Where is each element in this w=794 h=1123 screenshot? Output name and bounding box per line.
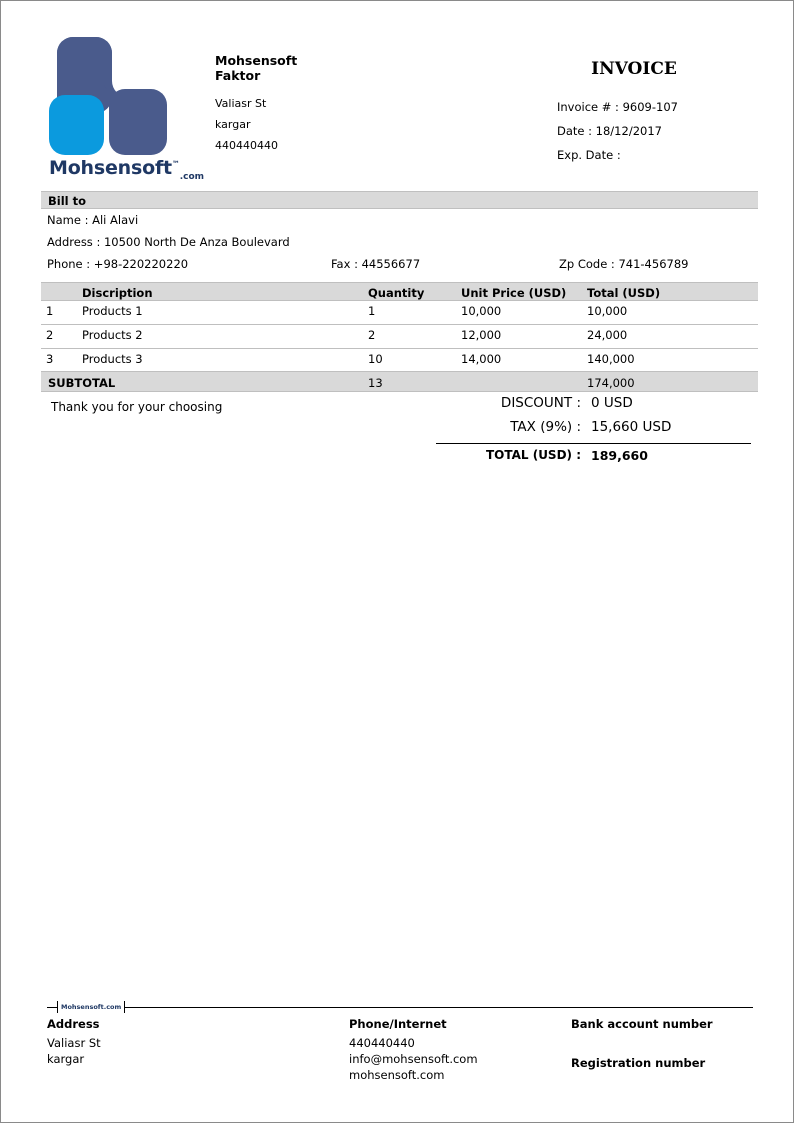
table-row: [41, 325, 758, 349]
footer-contact-column: [349, 1017, 559, 1083]
footer-contact-website[interactable]: mohsensoft.com: [349, 1068, 445, 1082]
discount-row: [436, 395, 756, 419]
invoice-title: INVOICE: [591, 59, 677, 79]
bill-to-label: Bill to: [48, 194, 86, 208]
invoice-number: Invoice # : 9609-107: [557, 100, 678, 114]
bill-to-name-row: [47, 213, 759, 235]
discount-label: DISCOUNT :: [500, 395, 581, 411]
seller-name-line-1: Mohsensoft: [215, 53, 298, 68]
footer-contact-email[interactable]: info@mohsensoft.com: [349, 1052, 478, 1066]
totals-divider: [436, 443, 751, 444]
trademark-symbol: ™: [171, 159, 180, 169]
header-total: Total (USD): [587, 286, 661, 300]
row-total: 140,000: [587, 352, 635, 366]
tax-value: 15,660 USD: [591, 419, 672, 435]
grand-total-label: TOTAL (USD) :: [485, 448, 581, 462]
bill-to-address-row: [47, 235, 759, 257]
invoice-footer: [1, 1001, 794, 1123]
row-unit-price: 12,000: [461, 328, 502, 342]
footer-contact-phone: 440440440: [349, 1036, 415, 1050]
footer-address-line-1: Valiasr St: [47, 1036, 101, 1050]
row-unit-price: 10,000: [461, 304, 502, 318]
totals-block: [436, 395, 756, 472]
discount-value: 0 USD: [591, 395, 633, 411]
items-table-header: [41, 282, 758, 301]
bill-to-address: Address : 10500 North De Anza Boulevard: [47, 235, 290, 249]
invoice-exp-date: Exp. Date :: [557, 148, 621, 162]
row-total: 24,000: [587, 328, 628, 342]
bill-to-phone: Phone : +98-220220220: [47, 257, 189, 271]
brand-domain-suffix: .com: [179, 171, 205, 182]
tax-label: TAX (9%) :: [510, 419, 581, 435]
header-description: Discription: [82, 286, 153, 300]
subtotal-label: SUBTOTAL: [48, 376, 116, 390]
footer-divider-line: [47, 1007, 753, 1008]
thank-you-note: Thank you for your choosing: [51, 400, 223, 414]
subtotal-total: 174,000: [587, 376, 635, 390]
brand-wordmark-text: Mohsensoft: [49, 157, 172, 179]
seller-phone: 440440440: [215, 139, 278, 152]
invoice-meta-block: [521, 59, 771, 167]
bill-to-name: Name : Ali Alavi: [47, 213, 139, 227]
brand-wordmark: [49, 157, 204, 182]
row-description: Products 1: [82, 304, 143, 318]
footer-contact-heading: Phone/Internet: [349, 1017, 447, 1031]
subtotal-row: [41, 371, 758, 392]
seller-address-line-1: Valiasr St: [215, 97, 267, 110]
table-row: [41, 301, 758, 325]
footer-bank-spacer: [571, 1035, 771, 1056]
invoice-date: Date : 18/12/2017: [557, 124, 662, 138]
header-unit-price: Unit Price (USD): [461, 286, 567, 300]
seller-name-line-2: Faktor: [215, 68, 261, 83]
footer-bank-account-heading: Bank account number: [571, 1017, 713, 1031]
brand-logo-block: [49, 37, 205, 187]
grand-total-value: 189,660: [591, 448, 648, 463]
row-quantity: 10: [368, 352, 383, 366]
tax-row: [436, 419, 756, 443]
row-quantity: 1: [368, 304, 376, 318]
header-quantity: Quantity: [368, 286, 425, 300]
bill-to-details: [47, 213, 759, 279]
row-number: 2: [46, 328, 54, 342]
mohsensoft-logo-icon: [49, 37, 169, 155]
seller-info-block: [215, 53, 435, 156]
table-row: [41, 349, 758, 372]
row-description: Products 3: [82, 352, 143, 366]
row-number: 1: [46, 304, 54, 318]
footer-address-line-2: kargar: [47, 1052, 85, 1066]
footer-bank-column: [571, 1017, 771, 1074]
row-quantity: 2: [368, 328, 376, 342]
row-unit-price: 14,000: [461, 352, 502, 366]
items-table-body: [41, 301, 758, 372]
bill-to-fax: Fax : 44556677: [331, 257, 421, 271]
bill-to-contact-row: [47, 257, 759, 279]
seller-address-line-2: kargar: [215, 118, 251, 131]
invoice-header: [1, 1, 794, 189]
footer-address-column: [47, 1017, 337, 1067]
seller-name: [215, 53, 435, 83]
footer-divider-tag: Mohsensoft.com: [57, 1001, 125, 1013]
row-total: 10,000: [587, 304, 628, 318]
subtotal-quantity: 13: [368, 376, 383, 390]
bill-to-zip-code: Zp Code : 741-456789: [559, 257, 689, 271]
footer-registration-heading: Registration number: [571, 1056, 706, 1070]
grand-total-row: [436, 448, 756, 472]
bill-to-band: [41, 191, 758, 209]
footer-address-heading: Address: [47, 1017, 100, 1031]
row-number: 3: [46, 352, 54, 366]
row-description: Products 2: [82, 328, 143, 342]
